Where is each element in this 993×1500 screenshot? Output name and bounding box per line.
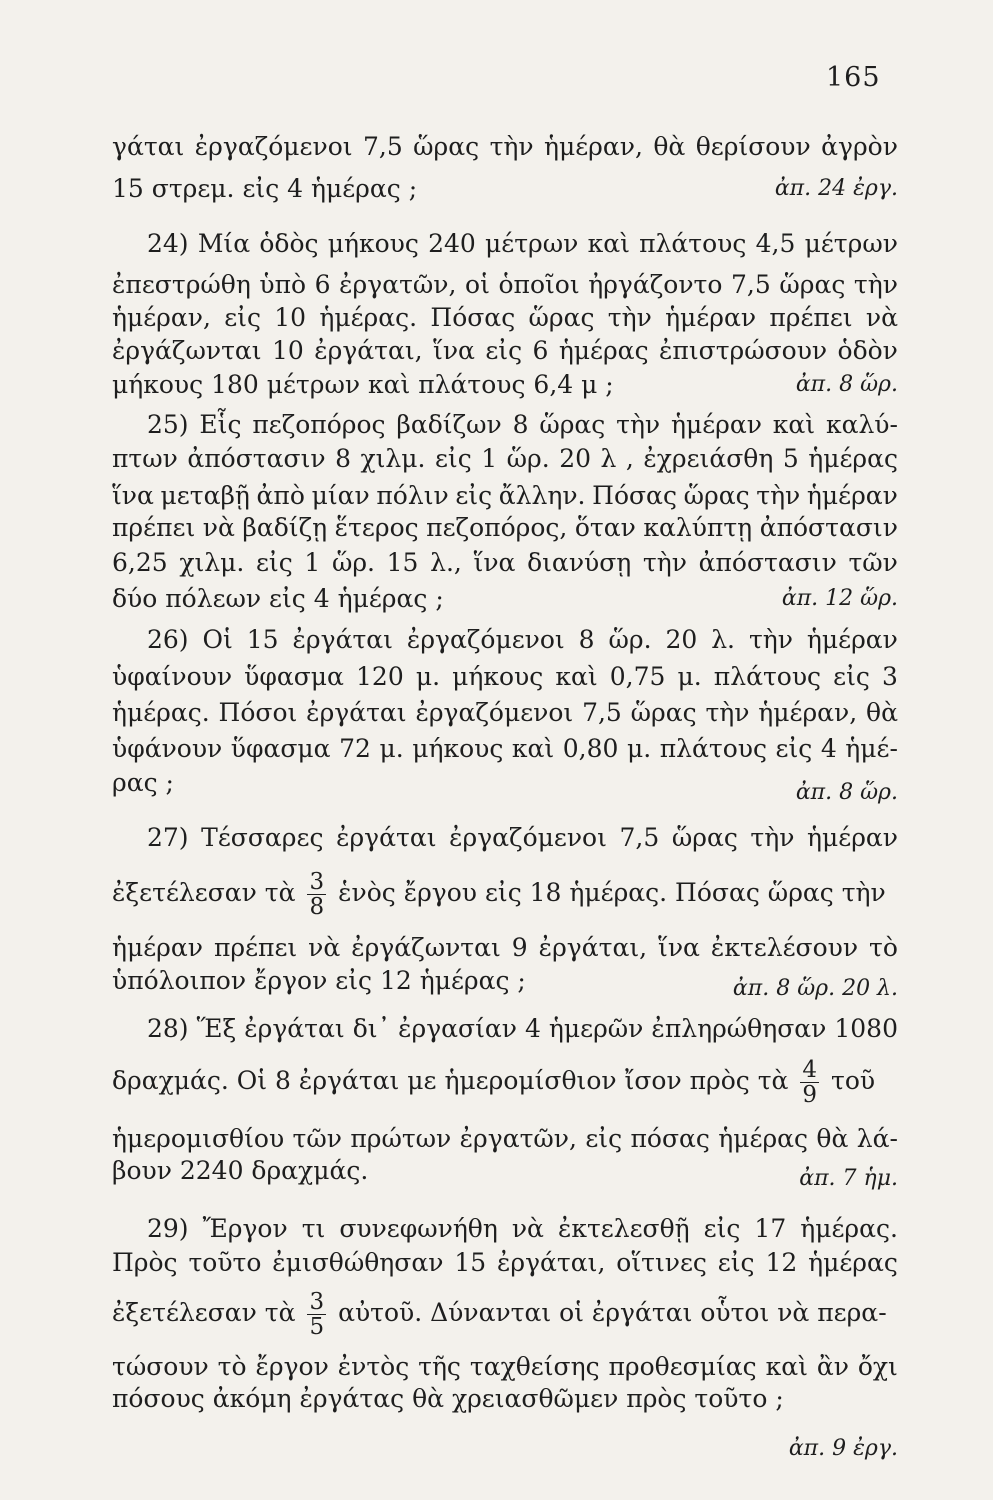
word: 10 xyxy=(274,303,307,332)
word: ἵνα xyxy=(433,336,475,365)
word: 7,5 xyxy=(362,132,403,161)
word: Πρὸς xyxy=(112,1248,178,1277)
word: ὥρας xyxy=(779,270,846,299)
text-line: ρας ; xyxy=(112,768,174,797)
word: Πόσας xyxy=(430,303,516,332)
word: 29) xyxy=(147,1214,189,1243)
word: 24) xyxy=(147,229,189,258)
word: ἐργάται, xyxy=(538,933,648,962)
word: ἡμέραν xyxy=(112,933,203,962)
word: ἡμερῶν xyxy=(548,1014,644,1043)
word: Πόσοι xyxy=(218,698,298,727)
word: οἱ xyxy=(465,270,490,299)
word: Πόσας xyxy=(592,481,677,510)
word: πλάτους xyxy=(713,662,822,691)
word: ἐργάται xyxy=(292,625,393,654)
word: ἐπιστρώσουν xyxy=(658,336,828,365)
word: 1 xyxy=(304,548,321,577)
fraction-line-28: δραχμάς. Οἱ 8 ἐργάται με ἡμερομίσθιον ἴσον πρὸς τὰ $\frac{4}{9}$ τοῦ xyxy=(112,1057,876,1108)
word: πόλιν xyxy=(376,481,449,510)
word: μεταβῇ xyxy=(160,481,250,510)
word: διανύσῃ xyxy=(527,548,632,577)
word: 240 xyxy=(428,229,476,258)
word: Ἕξ xyxy=(196,1014,237,1043)
word: τὴν xyxy=(750,823,795,852)
word: ἡμέραν xyxy=(806,625,898,654)
word: νὰ xyxy=(865,303,898,332)
word: δι᾽ xyxy=(352,1014,391,1043)
word: ὥρ. xyxy=(506,444,550,473)
word: εἰς xyxy=(833,662,870,691)
word: τὴν xyxy=(489,132,534,161)
word: τῶν xyxy=(292,1124,342,1153)
word: ἐργαζόμενοι xyxy=(406,625,565,654)
word: πτων xyxy=(112,444,178,473)
word: ἀπόστασιν xyxy=(698,548,837,577)
word: ἀπόστασιν xyxy=(759,513,898,542)
word: ἐργαζόμενοι xyxy=(194,132,353,161)
word: 9 xyxy=(511,933,528,962)
word: 8 xyxy=(578,625,595,654)
word: μήκους xyxy=(452,662,544,691)
word: ἡμέραν, xyxy=(112,303,211,332)
word: τὴν xyxy=(853,270,898,299)
word: τὴν xyxy=(748,625,793,654)
word: 3 xyxy=(882,662,898,691)
word: Ἔργον xyxy=(202,1214,288,1243)
word: λ., xyxy=(430,548,462,577)
word: συνεφωνήθη xyxy=(339,1214,498,1243)
word: 7,5 xyxy=(619,823,660,852)
word: 8 xyxy=(335,444,351,473)
word: τὴν xyxy=(756,481,801,510)
word: ἀπόστασιν xyxy=(187,444,326,473)
fraction-3-5: $\frac{3}{5}$ xyxy=(309,1289,325,1340)
word: 7,5 xyxy=(731,270,771,299)
word: 6 xyxy=(532,336,549,365)
text-line: ὑπόλοιπον ἔργον εἰς 12 ἡμέρας ; xyxy=(112,966,526,995)
word: οἵτινες xyxy=(616,1248,707,1277)
word: πεζοπόρος xyxy=(252,410,386,439)
word: 1080 xyxy=(834,1014,898,1043)
word: λά- xyxy=(856,1124,898,1153)
word: τὴν xyxy=(705,698,750,727)
word: 6 xyxy=(314,270,331,299)
problem-28-start xyxy=(147,1008,898,1050)
word: ὕφασμα xyxy=(230,734,331,763)
word: ἐργάζωνται xyxy=(112,336,262,365)
word: ἀπὸ xyxy=(256,481,305,510)
word: ἀγρὸν xyxy=(821,132,898,161)
word: ἡμέραν xyxy=(807,823,898,852)
word: ὁποῖοι xyxy=(498,270,580,299)
answer-23: ἀπ. 24 ἐργ. xyxy=(774,176,898,201)
word: ὥρ. xyxy=(608,625,652,654)
word: μέτρων xyxy=(804,229,898,258)
word: ἐργαζόμενοι xyxy=(449,823,607,852)
word: ἡμέραν xyxy=(665,303,757,332)
word: 20 xyxy=(665,625,698,654)
answer-24: ἀπ. 8 ὥρ. xyxy=(795,372,898,397)
word: πεζοπόρος, xyxy=(426,513,568,542)
word: ἵνα xyxy=(658,933,700,962)
word: 12 xyxy=(765,1248,798,1277)
word: καὶ xyxy=(772,410,816,439)
word: ἡμέρας xyxy=(808,444,898,473)
word: 10 xyxy=(272,336,304,365)
word: καὶ xyxy=(765,1352,808,1381)
word: ἵνα xyxy=(473,548,516,577)
word: 8 xyxy=(512,410,529,439)
word: τοῦτο xyxy=(188,1248,262,1277)
word: ὥρας xyxy=(683,481,750,510)
word: 5 xyxy=(782,444,799,473)
word: ἐργάται xyxy=(336,823,437,852)
word: τὴν xyxy=(642,548,687,577)
word: ἐντὸς xyxy=(337,1352,410,1381)
word: χιλμ. xyxy=(179,548,245,577)
word: νὰ xyxy=(202,513,235,542)
word: 26) xyxy=(147,625,189,654)
word: ἡμέρας xyxy=(718,1124,809,1153)
word: 15 xyxy=(246,625,279,654)
word: ἔργον xyxy=(255,1352,329,1381)
problem-26-start xyxy=(147,619,898,661)
word: πρέπει xyxy=(112,513,196,542)
fraction-line-27: ἐξετέλεσαν τὰ $\frac{3}{8}$ ἑνὸς ἔργου εἰς 18 ἡμέρας. Πόσας ὥρας τὴν xyxy=(112,869,886,920)
word: τώσουν xyxy=(112,1352,209,1381)
word: βαδίζῃ xyxy=(242,513,328,542)
answer-25: ἀπ. 12 ὥρ. xyxy=(781,586,898,611)
word: ἐργαζόμενοι xyxy=(415,698,574,727)
text-line: δύο πόλεων εἰς 4 ἡμέρας ; xyxy=(112,584,444,613)
word: ἕτερος xyxy=(334,513,419,542)
word: Οἱ xyxy=(202,625,233,654)
word: θὰ xyxy=(816,1124,849,1153)
word: μ. xyxy=(379,734,404,763)
word: πρώτων xyxy=(350,1124,452,1153)
word: ὥρας xyxy=(630,698,697,727)
text-line: πόσους ἀκόμη ἐργάτας θὰ χρειασθῶμεν πρὸς τοῦτο ; xyxy=(112,1384,784,1413)
word: ὑπὸ xyxy=(259,270,307,299)
text-line: βουν 2240 δραχμάς. xyxy=(112,1156,369,1185)
word: 120 xyxy=(356,662,404,691)
word: ἐργασίαν xyxy=(398,1014,517,1043)
word: ἐπεστρώθη xyxy=(112,270,251,299)
word: ἡμερομισθίου xyxy=(112,1124,285,1153)
word: ἐργατῶν, xyxy=(459,1124,577,1153)
word: πλάτους xyxy=(639,229,747,258)
word: 6,25 xyxy=(112,548,168,577)
word: μήκους xyxy=(412,734,504,763)
word: ἠργάζοντο xyxy=(588,270,723,299)
word: γάται xyxy=(112,132,185,161)
word: τι xyxy=(301,1214,326,1243)
word: Μία xyxy=(197,229,251,258)
word: ἡμέρας xyxy=(808,1248,898,1277)
word: ἐκτελέσουν xyxy=(710,933,859,962)
word: ἄλλην. xyxy=(498,481,586,510)
answer-27: ἀπ. 8 ὥρ. 20 λ. xyxy=(732,976,898,1001)
word: εἰς xyxy=(775,734,813,763)
word: ἐργάται, xyxy=(314,336,423,365)
word: πλάτους xyxy=(659,734,767,763)
word: ὑφάνουν xyxy=(112,734,223,763)
problem-27-start xyxy=(147,817,898,859)
word: ἐργάται xyxy=(244,1014,345,1043)
word: ἡμέρας. xyxy=(112,698,210,727)
word: ὥρας xyxy=(539,410,606,439)
word: θὰ xyxy=(866,698,898,727)
text-line: μήκους 180 μέτρων καὶ πλάτους 6,4 μ ; xyxy=(112,370,614,399)
word: ἐργάται, xyxy=(497,1248,606,1277)
word: ἡμέρας. xyxy=(319,303,418,332)
word: καλύπτῃ xyxy=(643,513,753,542)
word: χιλμ. xyxy=(360,444,426,473)
word: ταχθείσης xyxy=(469,1352,600,1381)
fraction-3-8: $\frac{3}{8}$ xyxy=(309,869,325,920)
word: τῆς xyxy=(418,1352,461,1381)
word: ἡμέραν, xyxy=(544,132,643,161)
word: εἰς xyxy=(703,1214,741,1243)
word: πρέπει xyxy=(769,303,853,332)
word: ἐχρειάσθη xyxy=(643,444,774,473)
word: Εἷς xyxy=(199,410,242,439)
word: τὴν xyxy=(616,410,661,439)
word: 28) xyxy=(147,1014,189,1043)
word: εἰς xyxy=(224,303,261,332)
word: ὄχι xyxy=(857,1352,898,1381)
word: μέτρων xyxy=(485,229,579,258)
word: ἡμέ- xyxy=(845,734,898,763)
word: 0,75 xyxy=(609,662,666,691)
fraction-line-29: ἐξετέλεσαν τὰ $\frac{3}{5}$ αὐτοῦ. Δύνανται οἱ ἐργάται οὗτοι νὰ περα- xyxy=(112,1289,887,1340)
word: καὶ xyxy=(555,662,598,691)
text-line: 15 στρεμ. εἰς 4 ἡμέρας ; xyxy=(112,174,418,203)
page-number: 165 xyxy=(826,62,881,93)
word: ἂν xyxy=(816,1352,849,1381)
word: εἰς xyxy=(717,1248,755,1277)
text-line xyxy=(112,438,898,480)
word: 72 xyxy=(339,734,371,763)
word: ἐργάζωνται xyxy=(351,933,501,962)
word: θερίσουν xyxy=(695,132,811,161)
word: ἡμέραν xyxy=(806,481,898,510)
word: εἰς xyxy=(585,1124,623,1153)
text-line xyxy=(112,1242,898,1284)
word: ὁδὸν xyxy=(837,336,898,365)
word: μίαν xyxy=(311,481,370,510)
answer-29: ἀπ. 9 ἐργ. xyxy=(788,1436,898,1461)
word: 17 xyxy=(754,1214,787,1243)
word: μήκους xyxy=(327,229,419,258)
word: ἐργάται xyxy=(306,698,407,727)
answer-28: ἀπ. 7 ἡμ. xyxy=(799,1166,898,1191)
word: ἐπληρώθησαν xyxy=(651,1014,827,1043)
text-line xyxy=(112,126,898,168)
word: τὴν xyxy=(607,303,652,332)
word: 4 xyxy=(525,1014,541,1043)
word: προθεσμίας xyxy=(608,1352,757,1381)
word: ἡμέρας. xyxy=(800,1214,898,1243)
word: ἐκτελεσθῇ xyxy=(557,1214,690,1243)
word: τῶν xyxy=(848,548,898,577)
word: 7,5 xyxy=(582,698,622,727)
word: ἡμέραν, xyxy=(758,698,858,727)
word: ὑφαίνουν xyxy=(112,662,233,691)
word: θὰ xyxy=(653,132,686,161)
word: 15 xyxy=(454,1248,487,1277)
word: 20 xyxy=(559,444,591,473)
word: ὅταν xyxy=(574,513,636,542)
word: ἐμισθώθησαν xyxy=(272,1248,444,1277)
word: ὥρ. xyxy=(331,548,375,577)
word: μ. xyxy=(677,662,702,691)
answer-26: ἀπ. 8 ὥρ. xyxy=(795,780,898,805)
word: 4,5 xyxy=(755,229,796,258)
word: τὸ xyxy=(217,1352,247,1381)
word: ἐργατῶν, xyxy=(339,270,457,299)
word: ὥρας xyxy=(671,823,738,852)
word: 0,80 xyxy=(562,734,619,763)
word: εἰς xyxy=(455,481,493,510)
word: εἰς xyxy=(255,548,293,577)
word: ἡμέραν xyxy=(670,410,762,439)
word: βαδίζων xyxy=(396,410,502,439)
word: λ. xyxy=(711,625,735,654)
word: νὰ xyxy=(308,933,341,962)
word: καὶ xyxy=(587,229,630,258)
word: 15 xyxy=(386,548,419,577)
word: νὰ xyxy=(511,1214,544,1243)
word: εἰς xyxy=(485,336,523,365)
word: , xyxy=(625,444,634,473)
word: μ. xyxy=(415,662,441,691)
word: ἡμέρας xyxy=(558,336,649,365)
word: 25) xyxy=(147,410,189,439)
word: καὶ xyxy=(511,734,555,763)
word: ὁδὸς xyxy=(259,229,319,258)
word: ἵνα xyxy=(112,481,154,510)
word: ὥρας xyxy=(413,132,480,161)
problem-24-start xyxy=(147,223,898,265)
word: ὕφασμα xyxy=(244,662,344,691)
word: λ xyxy=(600,444,617,473)
word: 27) xyxy=(147,823,189,852)
word: τὸ xyxy=(869,933,898,962)
word: πόσας xyxy=(630,1124,710,1153)
word: 4 xyxy=(820,734,837,763)
word: πρέπει xyxy=(213,933,298,962)
fraction-4-9: $\frac{4}{9}$ xyxy=(802,1057,818,1108)
word: Τέσσαρες xyxy=(201,823,324,852)
word: καλύ- xyxy=(825,410,898,439)
word: μ. xyxy=(626,734,652,763)
word: ὥρας xyxy=(528,303,595,332)
word: εἰς xyxy=(434,444,472,473)
word: 1 xyxy=(481,444,498,473)
